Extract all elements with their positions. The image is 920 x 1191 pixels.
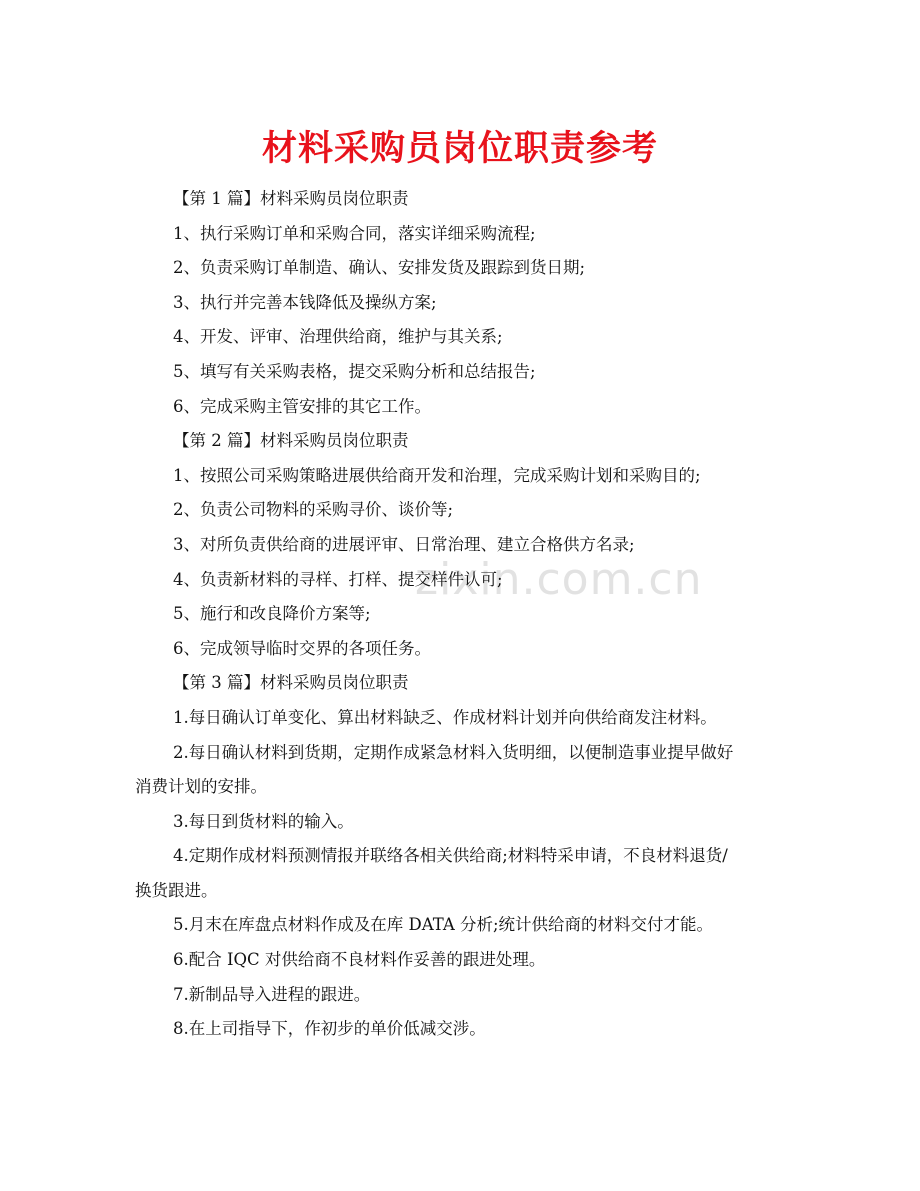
list-item-continuation: 换货跟进。 xyxy=(135,880,218,900)
document-body xyxy=(135,182,795,1047)
section-heading-3: 【第 3 篇】材料采购员岗位职责 xyxy=(173,673,409,693)
list-item: 6.配合 IQC 对供给商不良材料作妥善的跟进处理。 xyxy=(173,950,546,970)
list-item: 4.定期作成材料预测情报并联络各相关供给商;材料特采申请，不良材料退货/ xyxy=(173,846,728,866)
list-item-continuation: 消费计划的安排。 xyxy=(135,777,267,797)
watermark: zixin.com.cn xyxy=(415,554,703,605)
list-item: 3.每日到货材料的输入。 xyxy=(173,811,354,831)
list-item: 2、负责公司物料的采购寻价、谈价等; xyxy=(173,500,454,520)
list-item: 2、负责采购订单制造、确认、安排发货及跟踪到货日期; xyxy=(173,258,586,278)
list-item: 7.新制品导入进程的跟进。 xyxy=(173,984,371,1004)
list-item: 6、完成领导临时交界的各项任务。 xyxy=(173,638,431,658)
list-item: 5.月末在库盘点材料作成及在库 DATA 分析;统计供给商的材料交付才能。 xyxy=(173,915,714,935)
page-title: 材料采购员岗位职责参考 xyxy=(261,129,658,169)
list-item: 4、开发、评审、治理供给商，维护与其关系; xyxy=(173,327,503,347)
list-item: 3、执行并完善本钱降低及操纵方案; xyxy=(173,292,437,312)
list-item: 3、对所负责供给商的进展评审、日常治理、建立合格供方名录; xyxy=(173,534,635,554)
list-item: 2.每日确认材料到货期，定期作成紧急材料入货明细，以便制造事业提早做好 xyxy=(173,742,734,762)
list-item: 5、施行和改良降价方案等; xyxy=(173,604,371,624)
list-item: 4、负责新材料的寻样、打样、提交样件认可; xyxy=(173,569,503,589)
list-item: 1.每日确认订单变化、算出材料缺乏、作成材料计划并向供给商发注材料。 xyxy=(173,707,717,727)
list-item: 5、填写有关采购表格，提交采购分析和总结报告; xyxy=(173,361,536,381)
section-heading-2: 【第 2 篇】材料采购员岗位职责 xyxy=(173,431,409,451)
list-item: 1、按照公司采购策略进展供给商开发和治理，完成采购计划和采购目的; xyxy=(173,465,701,485)
list-item: 1、执行采购订单和采购合同，落实详细采购流程; xyxy=(173,223,536,243)
list-item: 6、完成采购主管安排的其它工作。 xyxy=(173,396,431,416)
list-item: 8.在上司指导下，作初步的单价低减交涉。 xyxy=(173,1019,486,1039)
section-heading-1: 【第 1 篇】材料采购员岗位职责 xyxy=(173,189,409,208)
